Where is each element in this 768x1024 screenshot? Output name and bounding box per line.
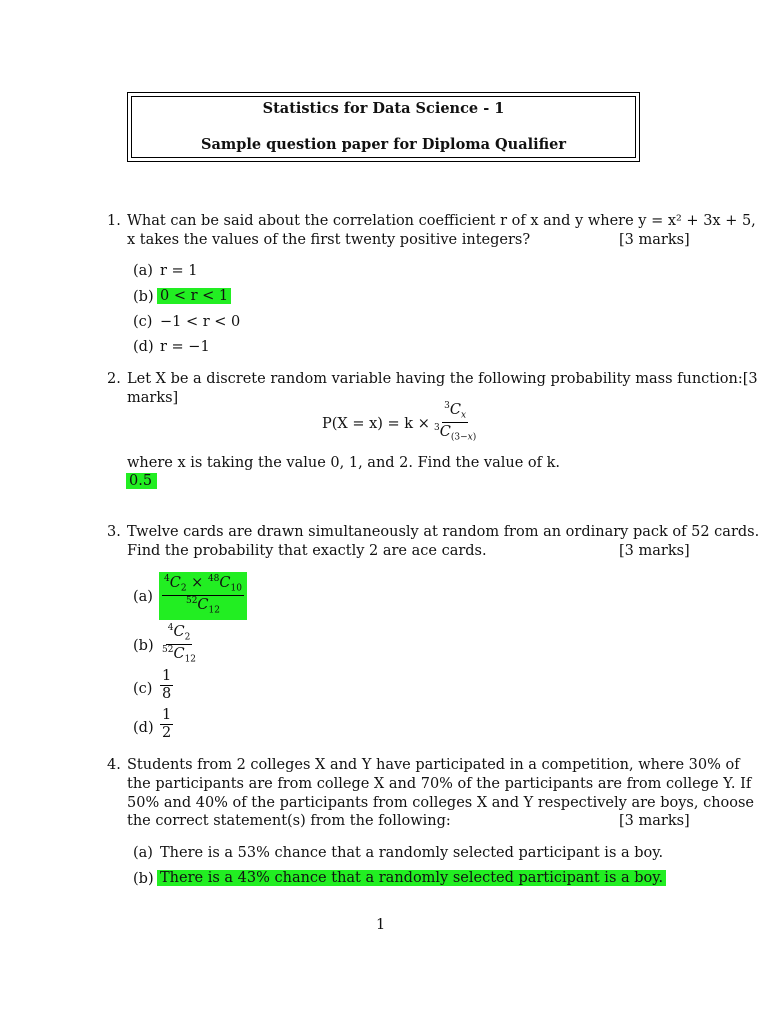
- q3-text-line2: Find the probability that exactly 2 are ace cards.: [127, 543, 487, 559]
- q4-text-line2: the participants are from college X and 70% of the participants are from college Y. If: [127, 776, 752, 792]
- q3-option-c-denominator: 8: [162, 685, 172, 702]
- q3-marks: [3 marks]: [619, 543, 690, 559]
- q1-option-b-label: (b): [133, 289, 154, 305]
- q1-option-d: r = −1: [160, 339, 210, 355]
- q1-option-d-label: (d): [133, 339, 154, 355]
- q2-formula-fraction: $\frac{^3C_x}{^3C_{(3-x)}}$: [434, 401, 477, 443]
- q4-option-b-highlighted: There is a 43% chance that a randomly selected participant is a boy.: [157, 870, 666, 886]
- q3-option-b: $\frac{^4C_2}{^{52}C_{12}}$: [162, 623, 197, 665]
- paper-subtitle: Sample question paper for Diploma Qualifier: [200, 136, 567, 153]
- q1-text-line1: What can be said about the correlation coefficient r of x and y where y = x² + 3x + 5,: [127, 213, 756, 229]
- q4-text-line4: the correct statement(s) from the following:: [127, 813, 451, 829]
- q2-where-text: where x is taking the value 0, 1, and 2. Find the value of k.: [127, 455, 561, 471]
- q1-text-line2: x takes the values of the first twenty positive integers?: [127, 232, 531, 248]
- q3-option-c-numerator: 1: [162, 668, 172, 684]
- q3-text-line1: Twelve cards are drawn simultaneously at random from an ordinary pack of 52 cards.: [127, 524, 760, 540]
- q1-option-a-label: (a): [133, 263, 153, 279]
- q4-option-a-label: (a): [133, 845, 153, 861]
- q3-option-d: [160, 708, 173, 742]
- q3-option-a-label: (a): [133, 589, 153, 605]
- q4-number: 4.: [107, 757, 121, 773]
- q2-formula-lhs: P(X = x) = k ×: [322, 416, 430, 432]
- q1-option-a: r = 1: [160, 263, 198, 279]
- q1-option-c-label: (c): [133, 314, 153, 330]
- q3-number: 3.: [107, 524, 121, 540]
- q4-option-b-label: (b): [133, 871, 154, 887]
- q3-option-b-label: (b): [133, 638, 154, 654]
- q4-marks: [3 marks]: [619, 813, 690, 829]
- q3-option-a-highlighted: $\frac{^4C_2 \times ^{48}C_{10}}{^{52}C_{12}}$: [159, 572, 247, 620]
- q4-text-line1: Students from 2 colleges X and Y have participated in a competition, where 30% of: [127, 757, 740, 773]
- title-box: [127, 92, 640, 162]
- q1-marks: [3 marks]: [619, 232, 690, 248]
- q3-option-d-denominator: 2: [162, 724, 172, 741]
- page-number: 1: [376, 917, 386, 933]
- q2-text-line2: marks]: [127, 390, 179, 406]
- q4-option-a: There is a 53% chance that a randomly selected participant is a boy.: [160, 845, 664, 861]
- q1-option-c: −1 < r < 0: [160, 314, 241, 330]
- q1-option-b-highlighted: 0 < r < 1: [157, 288, 231, 304]
- q4-text-line3: 50% and 40% of the participants from colleges X and Y respectively are boys, choose: [127, 795, 755, 811]
- q3-option-d-numerator: 1: [162, 707, 172, 723]
- q2-number: 2.: [107, 371, 121, 387]
- q3-option-c: [160, 669, 173, 703]
- q2-answer-highlighted: 0.5: [126, 473, 157, 489]
- q1-number: 1.: [107, 213, 121, 229]
- course-title: Statistics for Data Science - 1: [262, 100, 505, 117]
- q3-option-c-label: (c): [133, 681, 153, 697]
- q2-text-line1: Let X be a discrete random variable having the following probability mass function:[3: [127, 371, 758, 387]
- q3-option-d-label: (d): [133, 720, 154, 736]
